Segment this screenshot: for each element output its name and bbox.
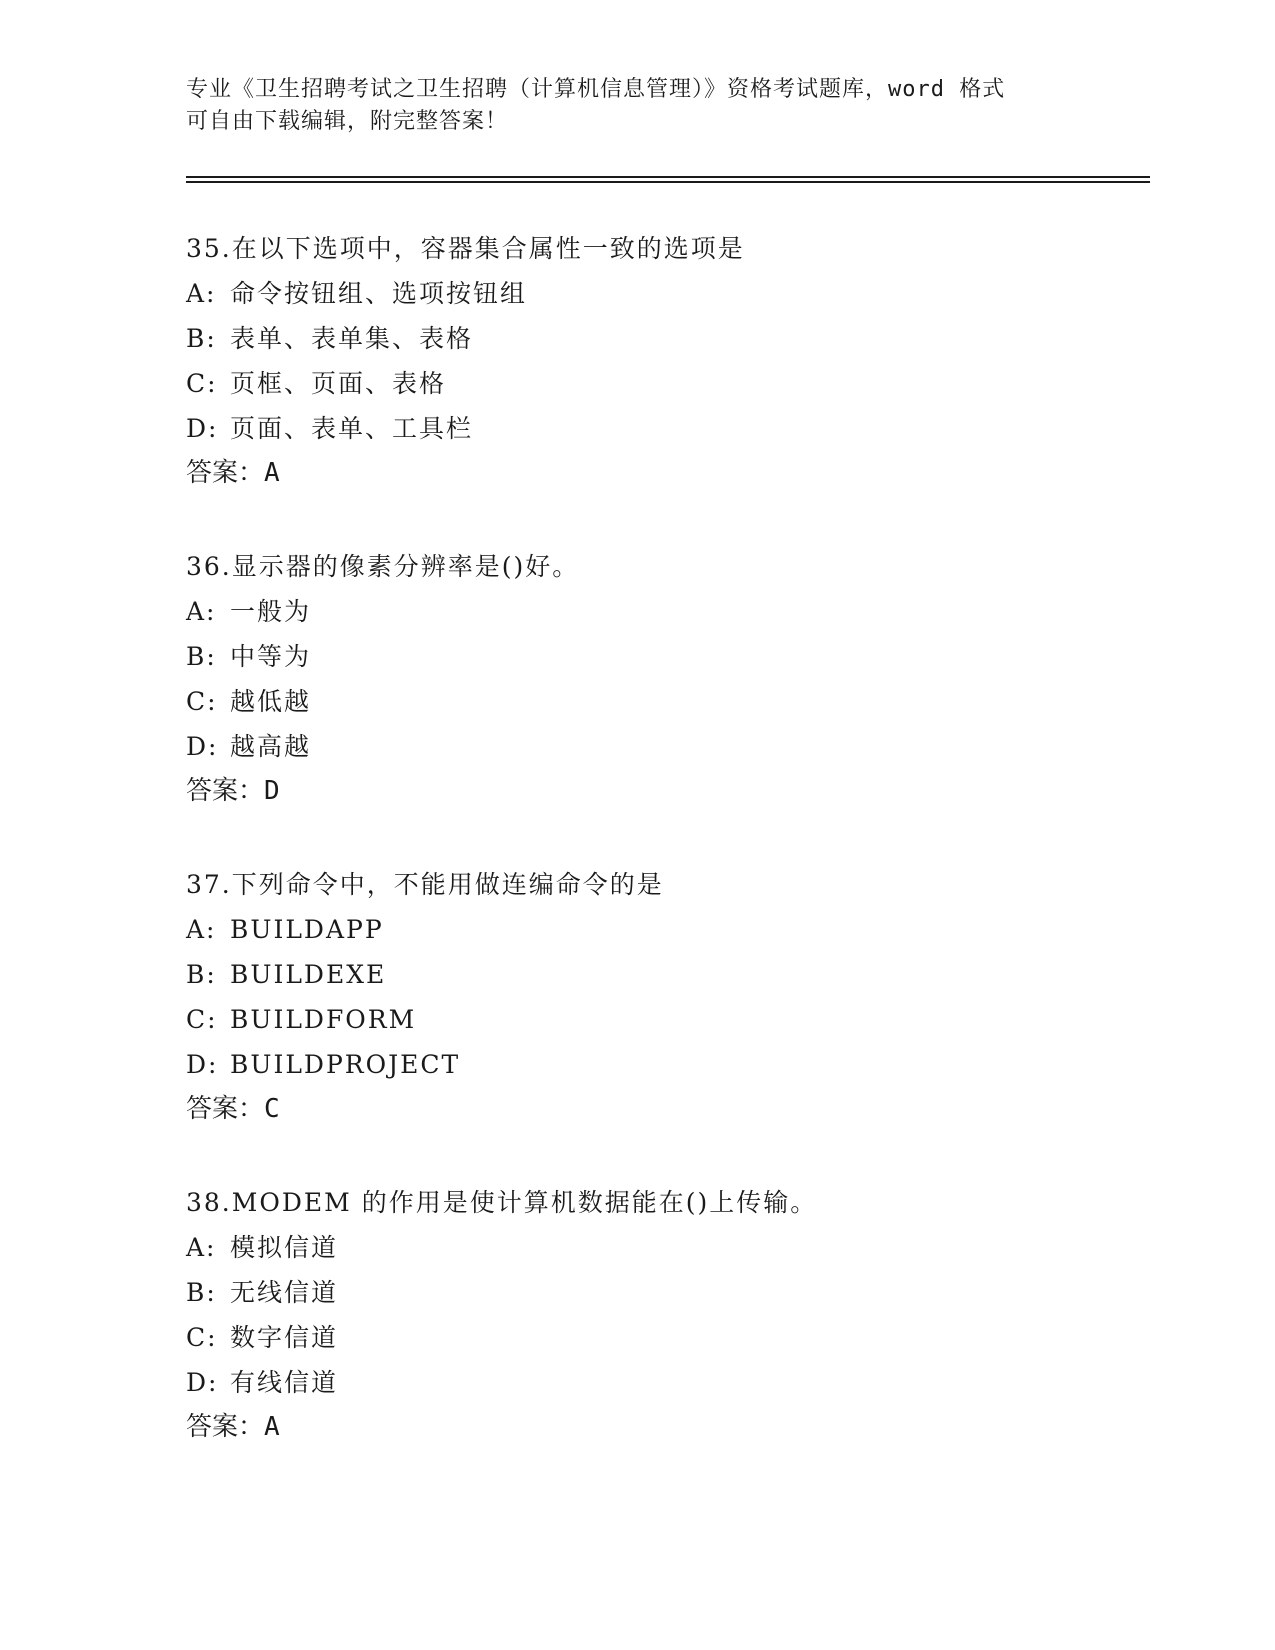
answer-line (186, 451, 1146, 496)
question-stem: 36.显示器的像素分辨率是()好。 (186, 552, 580, 581)
option-key: D: (186, 1368, 219, 1397)
option-key: D: (186, 414, 219, 443)
answer-line (186, 769, 1146, 814)
option-c (186, 997, 1146, 1042)
answer-label: 答案： (186, 1094, 265, 1124)
answer-value: A (264, 1412, 280, 1442)
option-d (186, 1360, 1146, 1405)
option-key: A: (186, 915, 217, 944)
option-b (186, 316, 1146, 361)
option-text: 中等为 (230, 642, 312, 671)
option-text: 页框、页面、表格 (230, 369, 447, 398)
option-b (186, 952, 1146, 997)
option-text: 表单、表单集、表格 (230, 324, 474, 353)
option-key: B: (186, 324, 217, 353)
option-text: 有线信道 (230, 1368, 339, 1397)
header-divider-bottom (186, 181, 1150, 183)
answer-line (186, 1087, 1146, 1132)
option-key: C: (186, 1323, 218, 1352)
option-text: 越低越 (230, 687, 312, 716)
question-37 (186, 862, 1146, 1132)
option-a (186, 589, 1146, 634)
answer-value: A (264, 458, 280, 488)
option-key: B: (186, 642, 217, 671)
option-a (186, 1225, 1146, 1270)
answer-label: 答案： (186, 458, 265, 488)
option-text: 页面、表单、工具栏 (230, 414, 474, 443)
option-text: 数字信道 (230, 1323, 339, 1352)
document-header (186, 74, 1086, 138)
question-35 (186, 226, 1146, 496)
option-d (186, 724, 1146, 769)
option-d (186, 1042, 1146, 1087)
option-key: B: (186, 1278, 217, 1307)
option-key: A: (186, 279, 217, 308)
option-text: 一般为 (230, 597, 312, 626)
option-text: 模拟信道 (230, 1233, 339, 1262)
answer-value: D (264, 776, 280, 806)
question-38 (186, 1180, 1146, 1450)
header-line-1: 专业《卫生招聘考试之卫生招聘（计算机信息管理）》资格考试题库，word 格式 (186, 77, 1006, 102)
header-divider-top (186, 176, 1150, 178)
option-text: 命令按钮组、选项按钮组 (230, 279, 528, 308)
option-c (186, 1315, 1146, 1360)
header-line-2: 可自由下载编辑，附完整答案！ (186, 109, 509, 134)
option-key: A: (186, 597, 217, 626)
answer-value: C (264, 1094, 280, 1124)
question-stem: 35.在以下选项中，容器集合属性一致的选项是 (186, 234, 745, 263)
option-key: D: (186, 732, 219, 761)
option-key: C: (186, 687, 218, 716)
option-text: 无线信道 (230, 1278, 339, 1307)
question-36 (186, 544, 1146, 814)
option-text: 越高越 (230, 732, 312, 761)
question-stem: 38.MODEM 的作用是使计算机数据能在()上传输。 (186, 1188, 818, 1217)
answer-label: 答案： (186, 776, 265, 806)
option-key: B: (186, 960, 217, 989)
question-stem: 37.下列命令中，不能用做连编命令的是 (186, 870, 664, 899)
option-d (186, 406, 1146, 451)
option-b (186, 634, 1146, 679)
answer-label: 答案： (186, 1412, 265, 1442)
option-a (186, 907, 1146, 952)
option-c (186, 361, 1146, 406)
option-key: D: (186, 1050, 219, 1079)
option-text: BUILDAPP (230, 915, 384, 944)
option-text: BUILDFORM (230, 1005, 417, 1034)
option-text: BUILDEXE (230, 960, 387, 989)
option-c (186, 679, 1146, 724)
option-key: C: (186, 369, 218, 398)
answer-line (186, 1405, 1146, 1450)
option-key: C: (186, 1005, 218, 1034)
option-key: A: (186, 1233, 217, 1262)
option-a (186, 271, 1146, 316)
option-b (186, 1270, 1146, 1315)
option-text: BUILDPROJECT (230, 1050, 461, 1079)
